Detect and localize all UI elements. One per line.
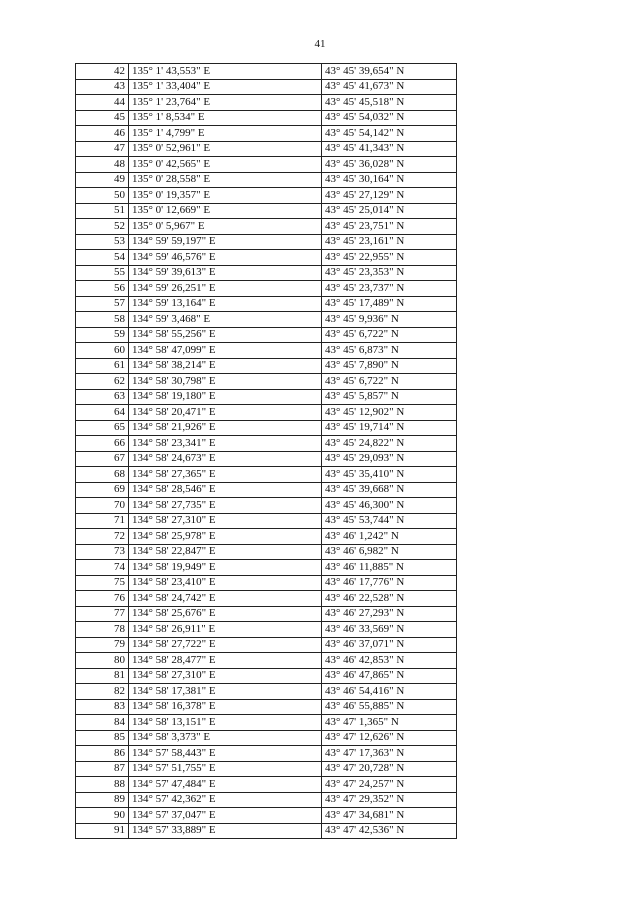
table-row xyxy=(76,312,457,328)
table-row xyxy=(76,281,457,297)
latitude-cell: 43° 45' 25,014" N xyxy=(322,203,457,219)
table-row xyxy=(76,513,457,529)
latitude-cell: 43° 45' 41,673" N xyxy=(322,79,457,95)
longitude-cell: 134° 59' 39,613" E xyxy=(129,265,322,281)
longitude-cell: 134° 58' 19,180" E xyxy=(129,389,322,405)
point-number-cell: 77 xyxy=(76,606,129,622)
point-number-cell: 70 xyxy=(76,498,129,514)
point-number-cell: 74 xyxy=(76,560,129,576)
latitude-cell: 43° 46' 17,776" N xyxy=(322,575,457,591)
longitude-cell: 134° 58' 28,477" E xyxy=(129,653,322,669)
table-row xyxy=(76,622,457,638)
table-row xyxy=(76,327,457,343)
coordinates-table-body xyxy=(76,64,457,839)
longitude-cell: 134° 59' 46,576" E xyxy=(129,250,322,266)
latitude-cell: 43° 45' 12,902" N xyxy=(322,405,457,421)
point-number-cell: 91 xyxy=(76,823,129,839)
table-row xyxy=(76,420,457,436)
table-row xyxy=(76,761,457,777)
table-row xyxy=(76,823,457,839)
point-number-cell: 69 xyxy=(76,482,129,498)
point-number-cell: 73 xyxy=(76,544,129,560)
point-number-cell: 47 xyxy=(76,141,129,157)
point-number-cell: 82 xyxy=(76,684,129,700)
longitude-cell: 134° 57' 42,362" E xyxy=(129,792,322,808)
point-number-cell: 80 xyxy=(76,653,129,669)
point-number-cell: 52 xyxy=(76,219,129,235)
latitude-cell: 43° 45' 54,032" N xyxy=(322,110,457,126)
point-number-cell: 66 xyxy=(76,436,129,452)
longitude-cell: 134° 59' 26,251" E xyxy=(129,281,322,297)
table-row xyxy=(76,591,457,607)
point-number-cell: 55 xyxy=(76,265,129,281)
latitude-cell: 43° 47' 17,363" N xyxy=(322,746,457,762)
table-row xyxy=(76,777,457,793)
longitude-cell: 134° 58' 16,378" E xyxy=(129,699,322,715)
point-number-cell: 84 xyxy=(76,715,129,731)
table-row xyxy=(76,498,457,514)
latitude-cell: 43° 46' 42,853" N xyxy=(322,653,457,669)
latitude-cell: 43° 45' 23,751" N xyxy=(322,219,457,235)
latitude-cell: 43° 45' 9,936" N xyxy=(322,312,457,328)
point-number-cell: 88 xyxy=(76,777,129,793)
point-number-cell: 71 xyxy=(76,513,129,529)
point-number-cell: 81 xyxy=(76,668,129,684)
longitude-cell: 134° 58' 27,365" E xyxy=(129,467,322,483)
point-number-cell: 64 xyxy=(76,405,129,421)
latitude-cell: 43° 45' 6,722" N xyxy=(322,374,457,390)
table-row xyxy=(76,668,457,684)
longitude-cell: 134° 58' 24,673" E xyxy=(129,451,322,467)
table-row xyxy=(76,529,457,545)
table-row xyxy=(76,79,457,95)
latitude-cell: 43° 47' 1,365" N xyxy=(322,715,457,731)
longitude-cell: 134° 58' 27,735" E xyxy=(129,498,322,514)
longitude-cell: 134° 58' 23,341" E xyxy=(129,436,322,452)
table-row xyxy=(76,730,457,746)
table-row xyxy=(76,95,457,111)
table-row xyxy=(76,358,457,374)
table-row xyxy=(76,157,457,173)
latitude-cell: 43° 46' 54,416" N xyxy=(322,684,457,700)
longitude-cell: 135° 0' 28,558" E xyxy=(129,172,322,188)
latitude-cell: 43° 45' 5,857" N xyxy=(322,389,457,405)
latitude-cell: 43° 45' 53,744" N xyxy=(322,513,457,529)
longitude-cell: 134° 59' 13,164" E xyxy=(129,296,322,312)
latitude-cell: 43° 45' 7,890" N xyxy=(322,358,457,374)
table-row xyxy=(76,141,457,157)
longitude-cell: 135° 0' 12,669" E xyxy=(129,203,322,219)
longitude-cell: 134° 58' 27,310" E xyxy=(129,668,322,684)
point-number-cell: 51 xyxy=(76,203,129,219)
longitude-cell: 134° 58' 13,151" E xyxy=(129,715,322,731)
point-number-cell: 46 xyxy=(76,126,129,142)
longitude-cell: 135° 1' 33,404" E xyxy=(129,79,322,95)
latitude-cell: 43° 45' 27,129" N xyxy=(322,188,457,204)
latitude-cell: 43° 46' 22,528" N xyxy=(322,591,457,607)
point-number-cell: 59 xyxy=(76,327,129,343)
point-number-cell: 67 xyxy=(76,451,129,467)
point-number-cell: 48 xyxy=(76,157,129,173)
latitude-cell: 43° 45' 46,300" N xyxy=(322,498,457,514)
table-row xyxy=(76,172,457,188)
table-row xyxy=(76,699,457,715)
longitude-cell: 134° 58' 21,926" E xyxy=(129,420,322,436)
table-row xyxy=(76,265,457,281)
table-row xyxy=(76,684,457,700)
longitude-cell: 135° 0' 52,961" E xyxy=(129,141,322,157)
latitude-cell: 43° 46' 1,242" N xyxy=(322,529,457,545)
table-row xyxy=(76,808,457,824)
longitude-cell: 135° 0' 5,967" E xyxy=(129,219,322,235)
longitude-cell: 134° 58' 22,847" E xyxy=(129,544,322,560)
point-number-cell: 50 xyxy=(76,188,129,204)
latitude-cell: 43° 47' 12,626" N xyxy=(322,730,457,746)
table-row xyxy=(76,436,457,452)
latitude-cell: 43° 45' 36,028" N xyxy=(322,157,457,173)
table-row xyxy=(76,203,457,219)
table-row xyxy=(76,715,457,731)
longitude-cell: 135° 1' 23,764" E xyxy=(129,95,322,111)
table-row xyxy=(76,544,457,560)
latitude-cell: 43° 47' 24,257" N xyxy=(322,777,457,793)
latitude-cell: 43° 47' 34,681" N xyxy=(322,808,457,824)
latitude-cell: 43° 46' 6,982" N xyxy=(322,544,457,560)
longitude-cell: 134° 58' 24,742" E xyxy=(129,591,322,607)
point-number-cell: 85 xyxy=(76,730,129,746)
latitude-cell: 43° 45' 17,489" N xyxy=(322,296,457,312)
point-number-cell: 62 xyxy=(76,374,129,390)
longitude-cell: 134° 57' 51,755" E xyxy=(129,761,322,777)
latitude-cell: 43° 45' 22,955" N xyxy=(322,250,457,266)
longitude-cell: 134° 58' 47,099" E xyxy=(129,343,322,359)
table-row xyxy=(76,560,457,576)
latitude-cell: 43° 45' 54,142" N xyxy=(322,126,457,142)
point-number-cell: 43 xyxy=(76,79,129,95)
longitude-cell: 134° 58' 27,310" E xyxy=(129,513,322,529)
point-number-cell: 79 xyxy=(76,637,129,653)
longitude-cell: 134° 58' 19,949" E xyxy=(129,560,322,576)
longitude-cell: 134° 57' 33,889" E xyxy=(129,823,322,839)
point-number-cell: 63 xyxy=(76,389,129,405)
point-number-cell: 58 xyxy=(76,312,129,328)
table-row xyxy=(76,405,457,421)
point-number-cell: 57 xyxy=(76,296,129,312)
point-number-cell: 86 xyxy=(76,746,129,762)
table-row xyxy=(76,219,457,235)
table-row xyxy=(76,467,457,483)
latitude-cell: 43° 45' 35,410" N xyxy=(322,467,457,483)
latitude-cell: 43° 45' 23,353" N xyxy=(322,265,457,281)
longitude-cell: 135° 0' 19,357" E xyxy=(129,188,322,204)
latitude-cell: 43° 45' 19,714" N xyxy=(322,420,457,436)
point-number-cell: 60 xyxy=(76,343,129,359)
table-row xyxy=(76,188,457,204)
longitude-cell: 134° 58' 23,410" E xyxy=(129,575,322,591)
table-row xyxy=(76,296,457,312)
latitude-cell: 43° 46' 47,865" N xyxy=(322,668,457,684)
longitude-cell: 134° 57' 37,047" E xyxy=(129,808,322,824)
point-number-cell: 89 xyxy=(76,792,129,808)
longitude-cell: 135° 1' 43,553" E xyxy=(129,64,322,80)
longitude-cell: 135° 1' 4,799" E xyxy=(129,126,322,142)
latitude-cell: 43° 47' 20,728" N xyxy=(322,761,457,777)
point-number-cell: 90 xyxy=(76,808,129,824)
point-number-cell: 45 xyxy=(76,110,129,126)
latitude-cell: 43° 45' 39,668" N xyxy=(322,482,457,498)
point-number-cell: 72 xyxy=(76,529,129,545)
table-row xyxy=(76,482,457,498)
longitude-cell: 134° 59' 3,468" E xyxy=(129,312,322,328)
longitude-cell: 134° 58' 28,546" E xyxy=(129,482,322,498)
page-number: 41 xyxy=(314,38,326,50)
latitude-cell: 43° 46' 33,569" N xyxy=(322,622,457,638)
latitude-cell: 43° 45' 23,737" N xyxy=(322,281,457,297)
coordinates-table xyxy=(75,63,457,839)
point-number-cell: 44 xyxy=(76,95,129,111)
point-number-cell: 49 xyxy=(76,172,129,188)
longitude-cell: 134° 57' 58,443" E xyxy=(129,746,322,762)
latitude-cell: 43° 45' 30,164" N xyxy=(322,172,457,188)
point-number-cell: 75 xyxy=(76,575,129,591)
table-row xyxy=(76,451,457,467)
point-number-cell: 78 xyxy=(76,622,129,638)
point-number-cell: 65 xyxy=(76,420,129,436)
table-row xyxy=(76,389,457,405)
latitude-cell: 43° 45' 39,654" N xyxy=(322,64,457,80)
latitude-cell: 43° 47' 42,536" N xyxy=(322,823,457,839)
longitude-cell: 134° 58' 26,911" E xyxy=(129,622,322,638)
longitude-cell: 134° 58' 30,798" E xyxy=(129,374,322,390)
latitude-cell: 43° 45' 23,161" N xyxy=(322,234,457,250)
longitude-cell: 134° 58' 17,381" E xyxy=(129,684,322,700)
table-row xyxy=(76,637,457,653)
latitude-cell: 43° 46' 55,885" N xyxy=(322,699,457,715)
point-number-cell: 56 xyxy=(76,281,129,297)
longitude-cell: 135° 1' 8,534" E xyxy=(129,110,322,126)
point-number-cell: 42 xyxy=(76,64,129,80)
latitude-cell: 43° 46' 11,885" N xyxy=(322,560,457,576)
point-number-cell: 76 xyxy=(76,591,129,607)
longitude-cell: 134° 59' 59,197" E xyxy=(129,234,322,250)
point-number-cell: 61 xyxy=(76,358,129,374)
table-row xyxy=(76,110,457,126)
table-row xyxy=(76,653,457,669)
table-row xyxy=(76,234,457,250)
table-row xyxy=(76,126,457,142)
table-row xyxy=(76,746,457,762)
longitude-cell: 134° 58' 25,676" E xyxy=(129,606,322,622)
latitude-cell: 43° 45' 6,722" N xyxy=(322,327,457,343)
table-row xyxy=(76,64,457,80)
table-row xyxy=(76,575,457,591)
table-row xyxy=(76,250,457,266)
latitude-cell: 43° 46' 37,071" N xyxy=(322,637,457,653)
point-number-cell: 83 xyxy=(76,699,129,715)
longitude-cell: 134° 57' 47,484" E xyxy=(129,777,322,793)
point-number-cell: 87 xyxy=(76,761,129,777)
longitude-cell: 134° 58' 38,214" E xyxy=(129,358,322,374)
longitude-cell: 134° 58' 3,373" E xyxy=(129,730,322,746)
latitude-cell: 43° 45' 41,343" N xyxy=(322,141,457,157)
longitude-cell: 134° 58' 27,722" E xyxy=(129,637,322,653)
point-number-cell: 54 xyxy=(76,250,129,266)
latitude-cell: 43° 46' 27,293" N xyxy=(322,606,457,622)
longitude-cell: 134° 58' 25,978" E xyxy=(129,529,322,545)
latitude-cell: 43° 47' 29,352" N xyxy=(322,792,457,808)
latitude-cell: 43° 45' 24,822" N xyxy=(322,436,457,452)
table-row xyxy=(76,606,457,622)
point-number-cell: 68 xyxy=(76,467,129,483)
table-row xyxy=(76,374,457,390)
table-row xyxy=(76,343,457,359)
latitude-cell: 43° 45' 6,873" N xyxy=(322,343,457,359)
longitude-cell: 134° 58' 20,471" E xyxy=(129,405,322,421)
longitude-cell: 134° 58' 55,256" E xyxy=(129,327,322,343)
table-row xyxy=(76,792,457,808)
latitude-cell: 43° 45' 45,518" N xyxy=(322,95,457,111)
latitude-cell: 43° 45' 29,093" N xyxy=(322,451,457,467)
point-number-cell: 53 xyxy=(76,234,129,250)
longitude-cell: 135° 0' 42,565" E xyxy=(129,157,322,173)
